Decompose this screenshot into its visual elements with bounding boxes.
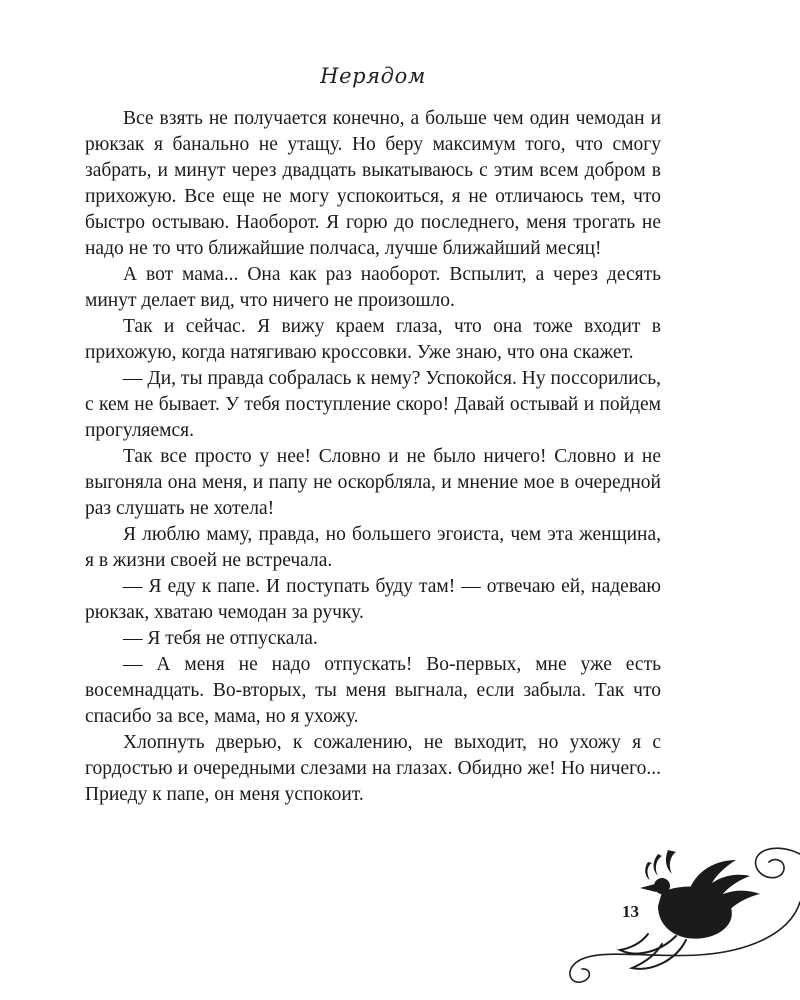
paragraph: — Я еду к папе. И поступать буду там! — отвечаю ей, надеваю рюкзак, хватаю чемодан за ручку.: [85, 576, 661, 623]
running-head-title: Нерядом: [320, 64, 426, 88]
paragraph: Все взять не получается конечно, а больше чем один чемодан и рюкзак я банально не утащу. Но беру максимум того, что смогу забрать, и минут через двадцать выкатываюсь с этим всем добром в прихожую. Все еще не могу успокоиться, я не отличаюсь тем, что быстро остываю. Наоборот. Я горю до последнего, меня трогать не надо не то что ближайшие полчаса, лучше ближайший месяц!: [85, 108, 661, 259]
paragraph: Хлопнуть дверью, к сожалению, не выходит, но ухожу я с гордостью и очередными слезами на глазах. Обидно же! Но ничего... Приеду к папе, он меня успокоит.: [85, 732, 661, 805]
paragraph: Так все просто у нее! Словно и не было ничего! Словно и не выгоняла она меня, и папу не оскорбляла, и мнение мое в очередной раз слушать не хотела!: [85, 446, 661, 519]
phoenix-flourish-icon: [540, 836, 800, 996]
paragraph: — А меня не надо отпускать! Во-первых, мне уже есть восемнадцать. Во-вторых, ты меня выгнала, если забыла. Так что спасибо за все, мама, но я ухожу.: [85, 654, 661, 727]
paragraph: Так и сейчас. Я вижу краем глаза, что она тоже входит в прихожую, когда натягиваю кроссовки. Уже знаю, что она скажет.: [85, 316, 661, 363]
page-number: 13: [622, 902, 639, 921]
paragraph: — Я тебя не отпускала.: [123, 628, 318, 649]
paragraph: Я люблю маму, правда, но большего эгоиста, чем эта женщина, я в жизни своей не встречала.: [85, 524, 661, 571]
text-block: [85, 106, 661, 808]
paragraph: — Ди, ты правда собралась к нему? Успокойся. Ну поссорились, с кем не бывает. У тебя поступление скоро! Давай остывай и пойдем прогуляемся.: [85, 368, 661, 441]
paragraph: А вот мама... Она как раз наоборот. Вспылит, а через десять минут делает вид, что ничего не произошло.: [85, 264, 661, 311]
